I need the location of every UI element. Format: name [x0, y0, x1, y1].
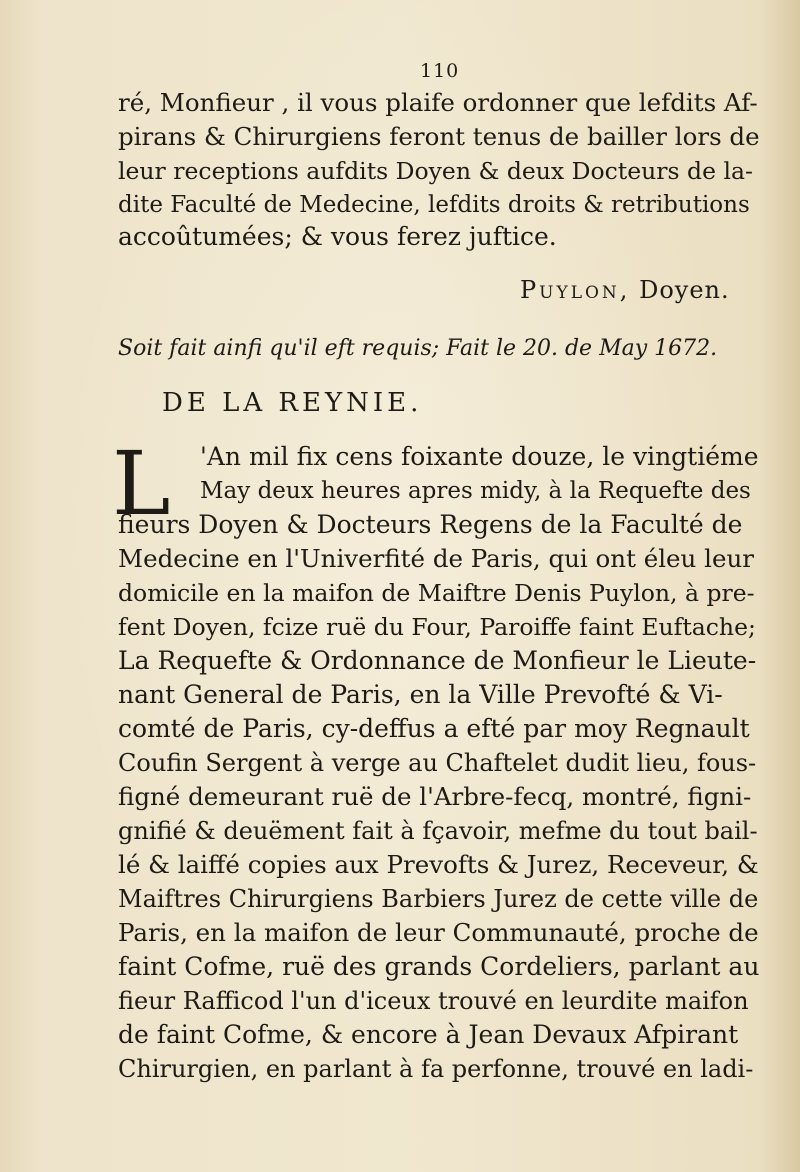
signatory-name: DE LA REYNIE. [162, 388, 423, 418]
text-line: Maiftres Chirurgiens Barbiers Jurez de cette ville de [118, 885, 759, 913]
text-line: leur receptions aufdits Doyen & deux Docteurs de la- [118, 157, 753, 185]
text-line: Paris, en la maifon de leur Communauté, proche de [118, 918, 759, 947]
text-line: comté de Paris, cy-deffus a efté par moy Regnault [118, 714, 750, 743]
text-line: gnifié & deuëment fait à fçavoir, mefme du tout bail- [118, 817, 758, 845]
text-line: fieurs Doyen & Docteurs Regens de la Faculté de [118, 510, 743, 539]
text-line: ré, Monfieur , il vous plaife ordonner que lefdits Af- [118, 88, 758, 117]
text-line: accoûtumées; & vous ferez juftice. [118, 222, 557, 251]
text-line: Medecine en l'Univerfité de Paris, qui ont éleu leur [118, 544, 754, 573]
text-line: fent Doyen, fcize ruë du Four, Paroiffe faint Euftache; [118, 613, 756, 641]
text-line: de faint Cofme, & encore à Jean Devaux Afpirant [118, 1020, 739, 1049]
signature-line [520, 276, 730, 304]
page-number: 110 [420, 60, 460, 82]
text-line: dite Faculté de Medecine, lefdits droits & retributions [118, 192, 750, 218]
text-line: May deux heures apres midy, à la Requefte des [200, 478, 751, 504]
text-line: 'An mil fix cens foixante douze, le vingtiéme [200, 442, 759, 471]
text-line: Chirurgien, en parlant à fa perfonne, trouvé en ladi- [118, 1055, 754, 1083]
text-line: nant General de Paris, en la Ville Prevofté & Vi- [118, 680, 723, 709]
text-line: Coufin Sergent à verge au Chaftelet dudit lieu, fous- [118, 749, 757, 777]
text-line: La Requefte & Ordonnance de Monfieur le Lieute- [118, 646, 757, 675]
text-line: lé & laiffé copies aux Prevofts & Jurez, Receveur, & [118, 850, 759, 879]
drop-cap: L [112, 432, 171, 535]
ordonnance-line: Soit fait ainfi qu'il eft requis; Fait le 20. de May 1672. [118, 336, 718, 361]
text-line: pirans & Chirurgiens feront tenus de bailler lors de [118, 122, 760, 151]
text-line: domicile en la maifon de Maiftre Denis Puylon, à pre- [118, 579, 755, 607]
signature-title: Doyen. [639, 276, 730, 304]
text-line: fieur Rafficod l'un d'iceux trouvé en leurdite maifon [118, 987, 749, 1015]
text-line: faint Cofme, ruë des grands Cordeliers, parlant au [118, 952, 760, 981]
signature-name: Puylon, [520, 276, 631, 304]
text-line: figné demeurant ruë de l'Arbre-fecq, montré, figni- [118, 782, 752, 811]
